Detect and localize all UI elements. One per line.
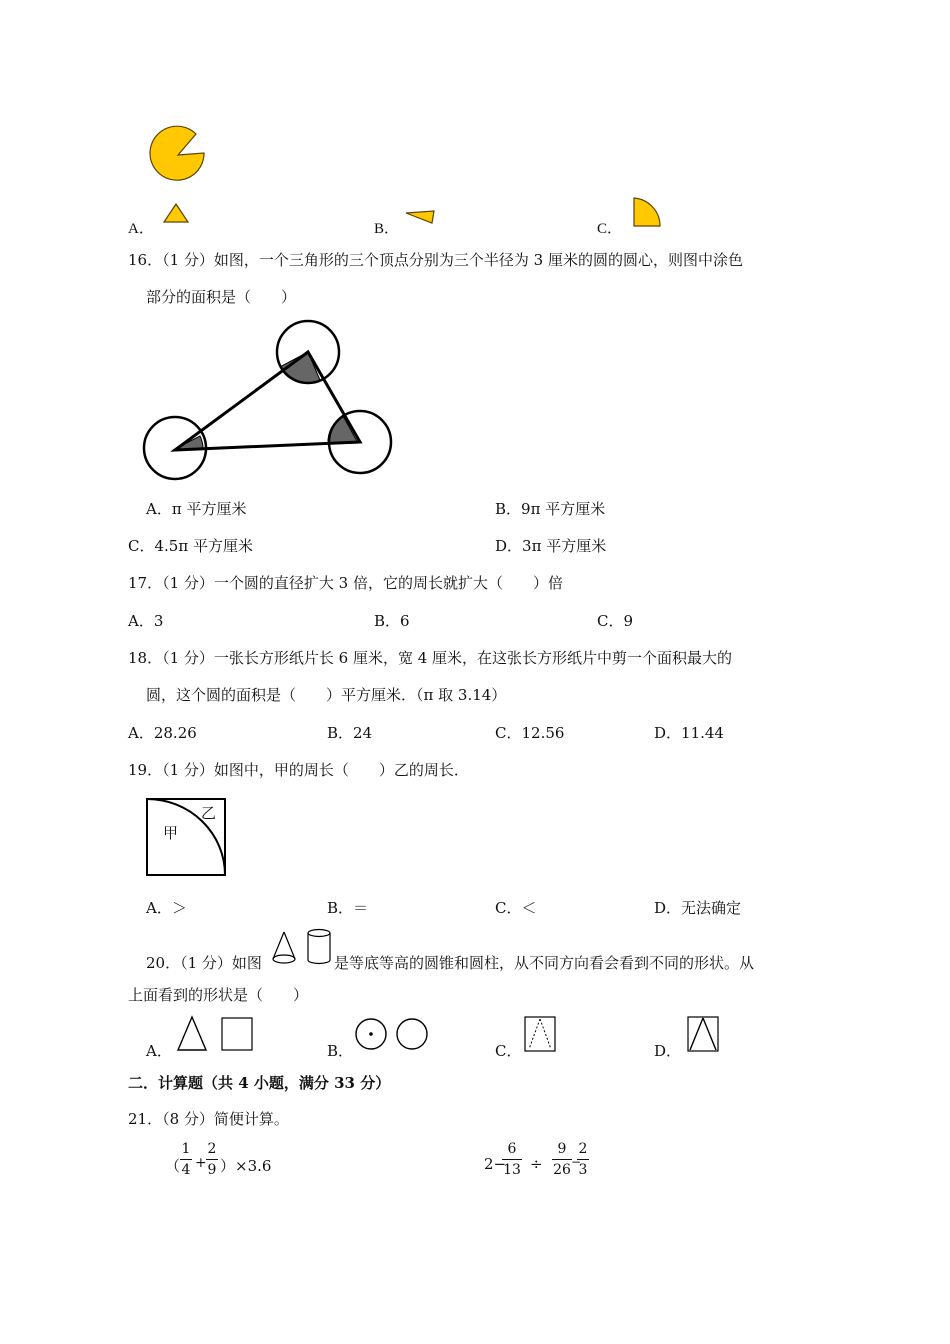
q18-option-c[interactable]: C．12.56 — [495, 724, 565, 742]
q20-option-c[interactable]: C． — [495, 1042, 522, 1060]
square-dashed-triangle-c — [523, 1014, 559, 1054]
expr2-f3-den: 3 — [578, 1162, 588, 1178]
q17-stem: 17．（1 分）一个圆的直径扩大 3 倍，它的周长就扩大（ ）倍 — [128, 574, 563, 592]
section-2-title: 二．计算题（共 4 小题，满分 33 分） — [128, 1074, 391, 1092]
q16-stem-line2: 部分的面积是（ ） — [146, 288, 297, 306]
q18-option-b[interactable]: B．24 — [327, 724, 373, 742]
expr2-f3-num: 2 — [578, 1141, 588, 1157]
q17-option-a[interactable]: A．3 — [128, 612, 164, 630]
q16-stem-line1: 16．（1 分）如图，一个三角形的三个顶点分别为三个半径为 3 厘米的圆的圆心，则图中涂色 — [128, 251, 743, 269]
q20-stem-line1-pre: 20．（1 分）如图 — [146, 954, 262, 972]
triangle-circles-figure — [140, 315, 400, 485]
q15-option-b[interactable]: B． — [374, 221, 400, 237]
q20-option-b[interactable]: B． — [327, 1042, 354, 1060]
expr2-divide: ÷ — [530, 1155, 543, 1173]
expr2-f2-den: 26 — [553, 1162, 571, 1178]
q16-option-a[interactable]: A．π 平方厘米 — [146, 500, 247, 518]
q20-option-d[interactable]: D． — [654, 1042, 682, 1060]
expr1-f2-num: 2 — [207, 1141, 217, 1157]
expr2-lead: 2− — [484, 1155, 507, 1173]
expr2-f1-den: 13 — [503, 1162, 521, 1178]
thin-sector-icon-b — [404, 209, 436, 229]
triangle-square-views-a — [176, 1014, 256, 1054]
square-solid-triangle-d — [686, 1014, 722, 1054]
pacman-circle-figure — [148, 125, 208, 185]
expr1-fraction-2 — [206, 1142, 218, 1177]
q16-option-c[interactable]: C．4.5π 平方厘米 — [128, 537, 253, 555]
expr2-f1-num: 6 — [507, 1141, 517, 1157]
q15-option-a[interactable]: A． — [128, 221, 154, 237]
q21-stem: 21．（8 分）简便计算。 — [128, 1110, 289, 1128]
q16-option-d[interactable]: D．3π 平方厘米 — [495, 537, 607, 555]
q19-label-yi: 乙 — [201, 804, 217, 822]
circle-views-b — [354, 1017, 434, 1053]
cylinder-icon — [305, 928, 333, 966]
q19-label-jia: 甲 — [163, 824, 179, 842]
expr2-fraction-2 — [552, 1142, 572, 1177]
q16-option-b[interactable]: B．9π 平方厘米 — [495, 500, 606, 518]
q19-option-b[interactable]: B．＝ — [327, 899, 369, 917]
q18-option-a[interactable]: A．28.26 — [128, 724, 197, 742]
expr1-f1-den: 4 — [181, 1162, 191, 1178]
q17-option-c[interactable]: C．9 — [597, 612, 634, 630]
expr1-fraction-1 — [180, 1142, 192, 1177]
expr2-fraction-1 — [502, 1142, 522, 1177]
expr2-fraction-3 — [577, 1142, 589, 1177]
expr2-f2-num: 9 — [557, 1141, 567, 1157]
q19-option-c[interactable]: C．＜ — [495, 899, 537, 917]
q18-stem-line2: 圆，这个圆的面积是（ ）平方厘米．（π 取 3.14） — [146, 686, 507, 704]
expr1-plus: + — [195, 1155, 207, 1171]
q17-option-b[interactable]: B．6 — [374, 612, 410, 630]
expr1-f1-num: 1 — [181, 1141, 191, 1157]
expr1-open-paren: （ — [165, 1157, 181, 1175]
q18-stem-line1: 18．（1 分）一张长方形纸片长 6 厘米，宽 4 厘米，在这张长方形纸片中剪一个面积最大的 — [128, 649, 733, 667]
quarter-sector-icon-c — [632, 196, 664, 228]
q20-stem-line1-post: 是等底等高的圆锥和圆柱，从不同方向看会看到不同的形状。从 — [334, 954, 755, 972]
q18-option-d[interactable]: D．11.44 — [654, 724, 724, 742]
q15-option-c[interactable]: C． — [597, 221, 623, 237]
small-sector-icon-a — [160, 200, 192, 226]
q19-option-d[interactable]: D．无法确定 — [654, 899, 742, 917]
expr2-minus: − — [571, 1155, 582, 1169]
cone-icon — [270, 930, 298, 966]
expr1-close-times: ）×3.6 — [220, 1157, 272, 1175]
expr1-f2-den: 9 — [207, 1162, 217, 1178]
q20-stem-line2: 上面看到的形状是（ ） — [128, 986, 309, 1004]
q19-option-a[interactable]: A．＞ — [146, 899, 187, 917]
q20-option-a[interactable]: A． — [146, 1042, 172, 1060]
q19-stem: 19．（1 分）如图中，甲的周长（ ）乙的周长． — [128, 761, 469, 779]
